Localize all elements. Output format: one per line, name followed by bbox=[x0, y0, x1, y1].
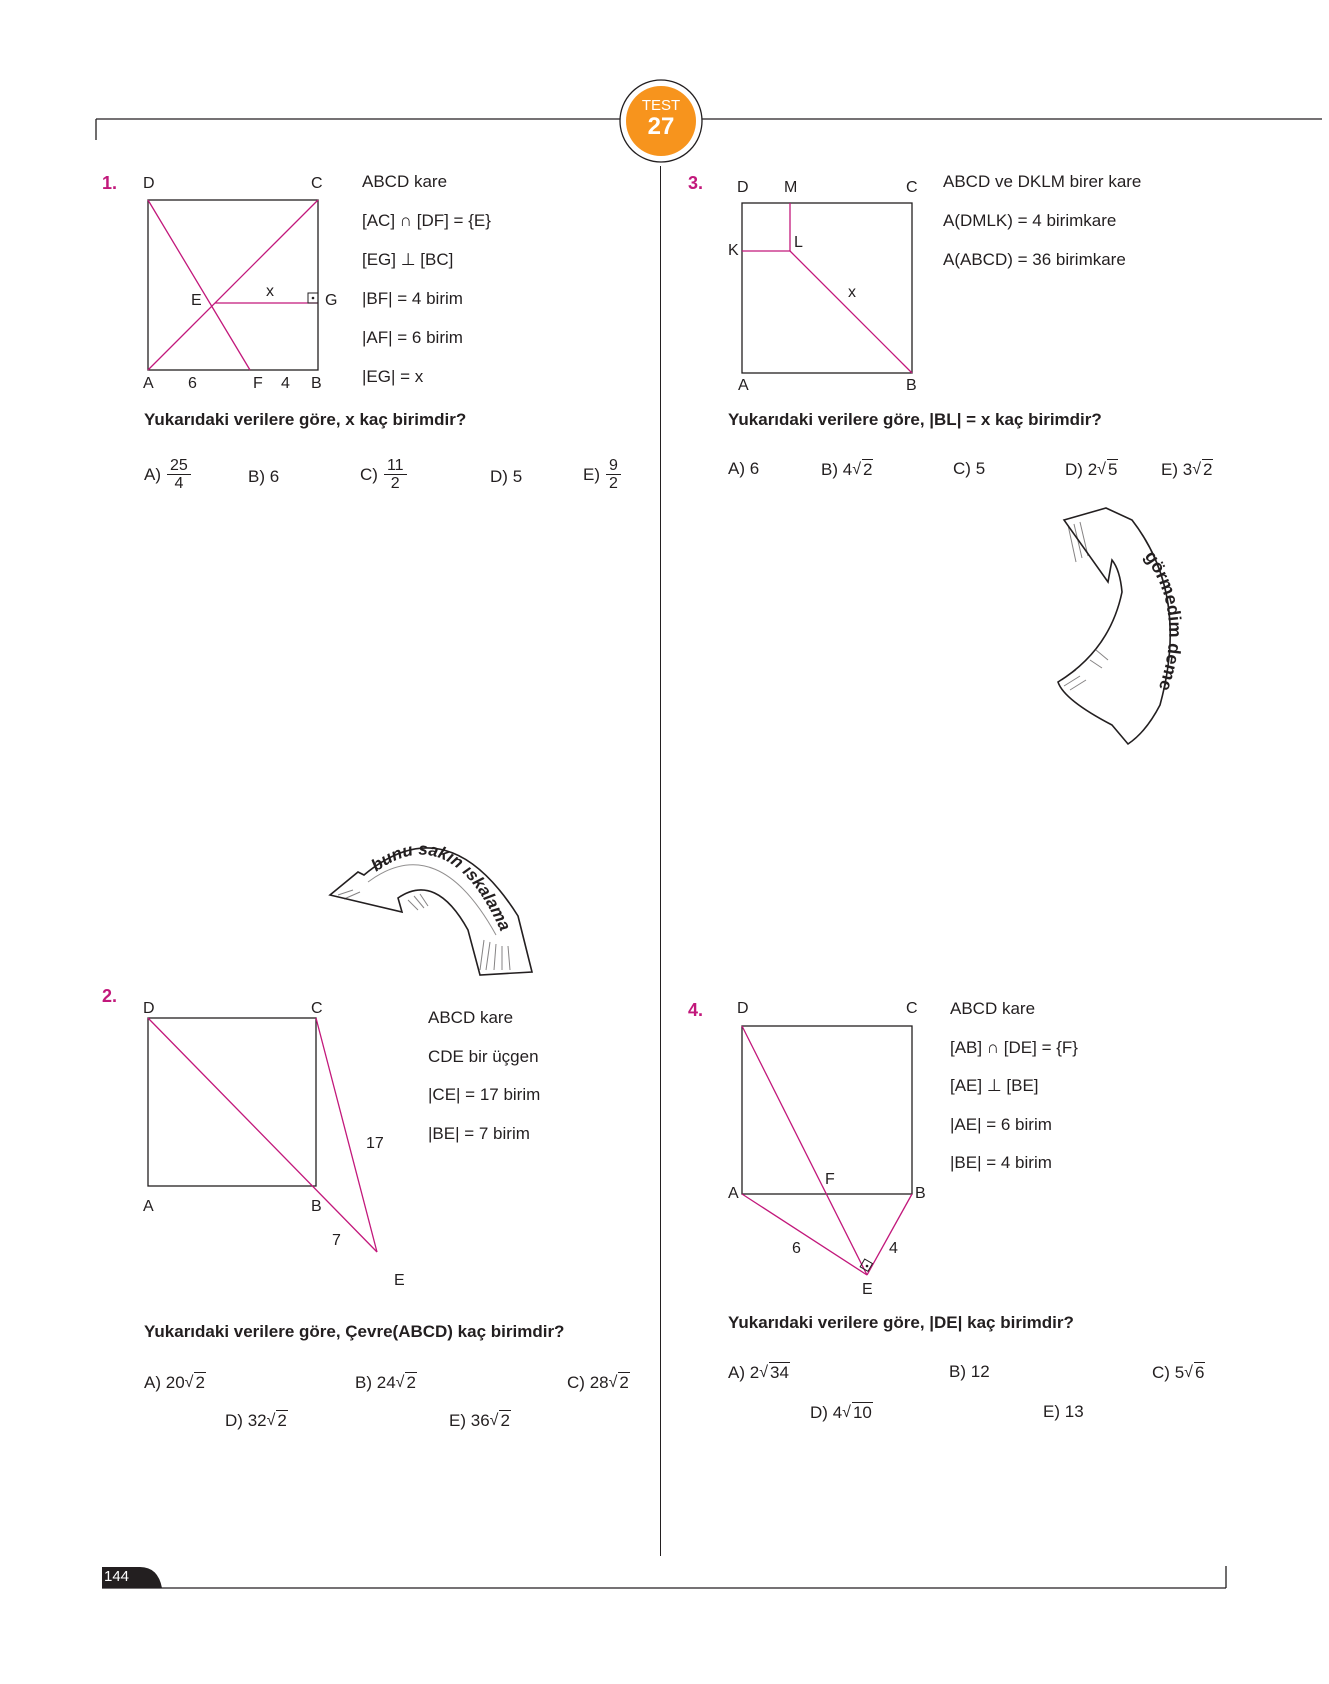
q3-option-b-rad: 2 bbox=[862, 460, 873, 479]
q1-given-5: |AF| = 6 birim bbox=[362, 328, 463, 347]
q4-option-d-rad: 10 bbox=[852, 1403, 872, 1422]
test-badge bbox=[626, 86, 696, 156]
q1-givens bbox=[362, 172, 491, 406]
q2-question: Yukarıdaki verilere göre, Çevre(ABCD) kaç birimdir? bbox=[144, 1322, 565, 1341]
q4-option-b[interactable] bbox=[949, 1362, 990, 1382]
q4-number: 4. bbox=[688, 1000, 704, 1020]
sqrt-icon: √ bbox=[1184, 1363, 1193, 1381]
q1-label-B: B bbox=[311, 375, 322, 392]
q1-label-A: A bbox=[143, 375, 154, 392]
q1-option-e-den: 2 bbox=[609, 475, 618, 492]
q2-option-b-letter: B) bbox=[355, 1372, 372, 1392]
q3-givens bbox=[943, 172, 1141, 289]
q2-option-e-letter: E) bbox=[449, 1410, 466, 1430]
q2-option-c-letter: C) bbox=[567, 1372, 585, 1392]
q4-option-e-value: 13 bbox=[1064, 1402, 1084, 1421]
q4-option-a-rad: 34 bbox=[769, 1363, 789, 1382]
q4-option-d-letter: D) bbox=[810, 1402, 828, 1422]
q3-option-d-rad: 5 bbox=[1107, 460, 1118, 479]
q4-question: Yukarıdaki verilere göre, |DE| kaç birimdir? bbox=[728, 1313, 1074, 1332]
q2-option-d[interactable] bbox=[225, 1410, 288, 1431]
q3-option-c[interactable] bbox=[953, 459, 985, 479]
q1-option-a-num: 25 bbox=[167, 457, 191, 475]
q1-option-c-letter: C) bbox=[360, 464, 378, 484]
q1-label-C: C bbox=[311, 175, 323, 192]
q1-option-b-letter: B) bbox=[248, 467, 265, 486]
q4-option-d-coef: 4 bbox=[832, 1402, 843, 1422]
q1-option-a[interactable] bbox=[144, 457, 191, 492]
q2-label-17: 17 bbox=[366, 1135, 384, 1152]
q3-given-2: A(DMLK) = 4 birimkare bbox=[943, 211, 1117, 230]
q2-label-B: B bbox=[311, 1198, 322, 1215]
q2-given-2: CDE bir üçgen bbox=[428, 1047, 539, 1066]
q4-given-1: ABCD kare bbox=[950, 999, 1036, 1018]
q2-option-b[interactable] bbox=[355, 1372, 417, 1393]
sqrt-icon: √ bbox=[608, 1373, 618, 1391]
q2-option-d-coef: 32 bbox=[247, 1410, 267, 1430]
q1-option-d-value: 5 bbox=[512, 467, 523, 486]
q3-label-x: x bbox=[848, 284, 856, 301]
q3-figure bbox=[720, 170, 930, 400]
q4-label-C: C bbox=[906, 1000, 918, 1017]
sticker-bunu-sakin-iskalama bbox=[318, 820, 548, 985]
sqrt-icon: √ bbox=[1192, 460, 1201, 478]
q3-option-d-letter: D) bbox=[1065, 459, 1083, 479]
q1-option-e-num: 9 bbox=[606, 457, 621, 475]
q2-option-e[interactable] bbox=[449, 1410, 511, 1431]
q1-option-d-letter: D) bbox=[490, 467, 508, 486]
q1-given-3: [EG] ⊥ [BC] bbox=[362, 250, 454, 269]
q1-label-F: F bbox=[253, 375, 263, 392]
sqrt-icon: √ bbox=[852, 460, 861, 478]
q4-option-a[interactable] bbox=[728, 1362, 790, 1383]
q3-label-K: K bbox=[728, 242, 739, 259]
q3-label-C: C bbox=[906, 179, 918, 196]
q4-given-3: [AE] ⊥ [BE] bbox=[950, 1076, 1039, 1095]
q4-figure bbox=[720, 1000, 940, 1290]
q2-option-d-letter: D) bbox=[225, 1410, 243, 1430]
sqrt-icon: √ bbox=[395, 1373, 405, 1391]
q3-option-e-letter: E) bbox=[1161, 459, 1178, 479]
q1-given-2: [AC] ∩ [DF] = {E} bbox=[362, 211, 491, 230]
column-divider bbox=[660, 166, 661, 1556]
q2-option-a-rad: 2 bbox=[195, 1373, 205, 1392]
q3-label-A: A bbox=[738, 377, 749, 394]
q1-given-6: |EG| = x bbox=[362, 367, 424, 386]
q3-option-a-value: 6 bbox=[749, 459, 760, 478]
q4-option-b-letter: B) bbox=[949, 1362, 966, 1381]
q2-given-3: |CE| = 17 birim bbox=[428, 1085, 541, 1104]
q1-option-e-letter: E) bbox=[583, 464, 600, 484]
q4-option-b-value: 12 bbox=[970, 1362, 990, 1381]
q1-option-a-letter: A) bbox=[144, 464, 161, 484]
q2-number: 2. bbox=[102, 986, 118, 1006]
q1-option-d[interactable] bbox=[490, 467, 522, 487]
q2-option-e-coef: 36 bbox=[470, 1410, 490, 1430]
q3-option-a[interactable] bbox=[728, 459, 759, 479]
q4-given-4: |AE| = 6 birim bbox=[950, 1115, 1052, 1134]
q3-option-b-letter: B) bbox=[821, 459, 838, 479]
sqrt-icon: √ bbox=[489, 1411, 499, 1429]
q3-label-M: M bbox=[784, 179, 798, 196]
q3-number: 3. bbox=[688, 173, 704, 193]
q1-label-x: x bbox=[266, 283, 274, 300]
q4-label-A: A bbox=[728, 1185, 739, 1202]
sqrt-icon: √ bbox=[759, 1363, 768, 1381]
q1-label-E: E bbox=[191, 292, 202, 309]
q3-option-a-letter: A) bbox=[728, 459, 745, 478]
q3-option-b[interactable] bbox=[821, 459, 873, 480]
q3-option-e-rad: 2 bbox=[1202, 460, 1213, 479]
q4-label-E: E bbox=[862, 1281, 873, 1298]
q3-option-e-coef: 3 bbox=[1182, 459, 1193, 479]
q1-label-4: 4 bbox=[281, 375, 290, 392]
q2-option-b-coef: 24 bbox=[376, 1372, 396, 1392]
sticker-left-text: bunu sakın ıskalama bbox=[367, 839, 515, 934]
q2-label-E: E bbox=[394, 1272, 405, 1289]
q3-label-D: D bbox=[737, 179, 749, 196]
page-number: 144 bbox=[104, 1568, 130, 1585]
q4-given-5: |BE| = 4 birim bbox=[950, 1153, 1052, 1172]
q4-option-c-coef: 5 bbox=[1174, 1362, 1185, 1382]
q2-given-4: |BE| = 7 birim bbox=[428, 1124, 530, 1143]
q4-given-2: [AB] ∩ [DE] = {F} bbox=[950, 1038, 1078, 1057]
q4-option-c-rad: 6 bbox=[1194, 1363, 1205, 1382]
q4-givens bbox=[950, 999, 1078, 1192]
q4-label-4: 4 bbox=[889, 1240, 898, 1257]
q2-givens bbox=[428, 1008, 540, 1163]
q1-number: 1. bbox=[102, 173, 118, 193]
q2-given-1: ABCD kare bbox=[428, 1008, 514, 1027]
q1-given-4: |BF| = 4 birim bbox=[362, 289, 463, 308]
q1-figure bbox=[130, 170, 355, 400]
q1-option-b-value: 6 bbox=[269, 467, 280, 486]
q1-option-c-den: 2 bbox=[390, 475, 400, 492]
sqrt-icon: √ bbox=[266, 1411, 276, 1429]
q1-label-6: 6 bbox=[188, 375, 197, 392]
q2-label-A: A bbox=[143, 1198, 154, 1215]
q4-label-6: 6 bbox=[792, 1240, 801, 1257]
q3-label-L: L bbox=[794, 234, 803, 251]
q2-option-b-rad: 2 bbox=[406, 1373, 416, 1392]
q4-option-d[interactable] bbox=[810, 1402, 873, 1423]
q3-option-d[interactable] bbox=[1065, 459, 1118, 480]
q4-option-c-letter: C) bbox=[1152, 1362, 1170, 1382]
q2-option-d-rad: 2 bbox=[277, 1411, 287, 1430]
q3-given-3: A(ABCD) = 36 birimkare bbox=[943, 250, 1126, 269]
q2-option-c-coef: 28 bbox=[589, 1372, 609, 1392]
q1-given-1: ABCD kare bbox=[362, 172, 448, 191]
q3-label-B: B bbox=[906, 377, 917, 394]
test-badge-number: 27 bbox=[647, 113, 675, 140]
q3-option-e[interactable] bbox=[1161, 459, 1213, 480]
q2-label-D: D bbox=[143, 1000, 155, 1017]
q2-label-7: 7 bbox=[332, 1232, 341, 1249]
q1-option-e[interactable] bbox=[583, 457, 621, 492]
q4-label-B: B bbox=[915, 1185, 926, 1202]
q4-option-e[interactable] bbox=[1043, 1402, 1084, 1422]
q1-question: Yukarıdaki verilere göre, x kaç birimdir? bbox=[144, 410, 467, 429]
sqrt-icon: √ bbox=[184, 1373, 194, 1391]
q3-option-b-coef: 4 bbox=[842, 459, 853, 479]
q2-option-c-rad: 2 bbox=[619, 1373, 629, 1392]
q4-option-a-letter: A) bbox=[728, 1362, 745, 1382]
q1-option-a-den: 4 bbox=[174, 475, 184, 492]
q2-option-a[interactable] bbox=[144, 1372, 206, 1393]
q3-question: Yukarıdaki verilere göre, |BL| = x kaç birimdir? bbox=[728, 410, 1102, 429]
q4-option-c[interactable] bbox=[1152, 1362, 1205, 1383]
q1-option-c-fraction bbox=[384, 457, 407, 492]
q1-option-b[interactable] bbox=[248, 467, 279, 487]
q4-label-D: D bbox=[737, 1000, 749, 1017]
q2-option-c[interactable] bbox=[567, 1372, 630, 1393]
test-badge-label: TEST bbox=[641, 97, 681, 114]
q1-option-e-fraction bbox=[606, 457, 621, 492]
sticker-right-text: görmedim deme bbox=[1140, 547, 1186, 694]
q4-option-e-letter: E) bbox=[1043, 1402, 1060, 1421]
q3-option-c-letter: C) bbox=[953, 459, 971, 478]
q1-option-a-fraction bbox=[167, 457, 191, 492]
q3-option-d-coef: 2 bbox=[1087, 459, 1098, 479]
sqrt-icon: √ bbox=[1097, 460, 1106, 478]
q3-option-c-value: 5 bbox=[975, 459, 986, 478]
q1-option-c[interactable] bbox=[360, 457, 407, 492]
q2-label-C: C bbox=[311, 1000, 323, 1017]
footer-graphics bbox=[0, 1550, 1329, 1600]
q3-given-1: ABCD ve DKLM birer kare bbox=[943, 172, 1142, 191]
sqrt-icon: √ bbox=[842, 1403, 851, 1421]
q1-option-c-num: 11 bbox=[384, 457, 407, 475]
q1-label-G: G bbox=[325, 292, 338, 309]
q4-label-F: F bbox=[825, 1171, 835, 1188]
q2-option-a-letter: A) bbox=[144, 1372, 161, 1392]
q2-option-e-rad: 2 bbox=[500, 1411, 510, 1430]
sticker-gormedim-deme bbox=[1050, 500, 1200, 750]
q4-option-a-coef: 2 bbox=[749, 1362, 760, 1382]
q2-option-a-coef: 20 bbox=[165, 1372, 185, 1392]
q1-label-D: D bbox=[143, 175, 155, 192]
